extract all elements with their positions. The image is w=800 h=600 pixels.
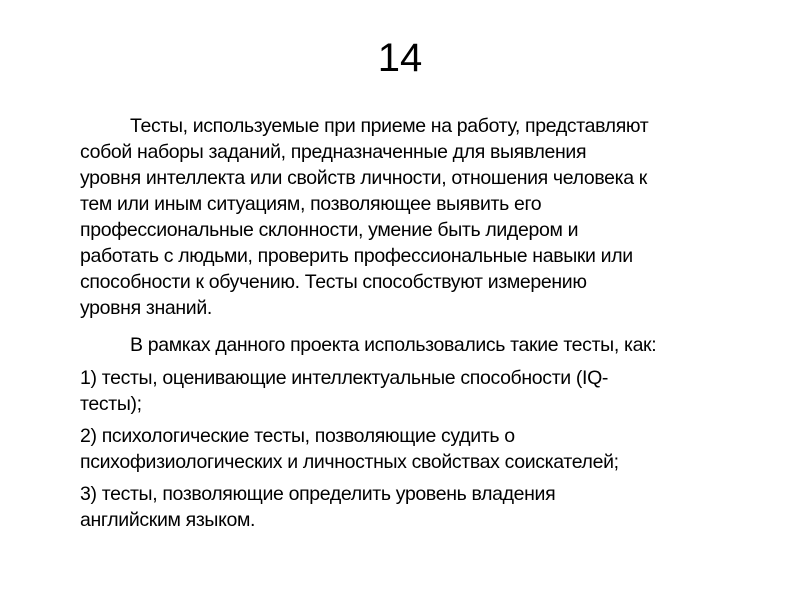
paragraph-line: тем или иным ситуациям, позволяющее выявить его [80, 193, 542, 215]
paragraph-line: профессиональные склонности, умение быть лидером и [80, 219, 579, 241]
paragraph-line: способности к обучению. Тесты способствуют измерению [80, 271, 587, 293]
list-item-line: тесты); [80, 393, 142, 415]
slide-title: 14 [377, 36, 423, 80]
list-item-line: английским языком. [80, 509, 256, 531]
paragraph-line: В рамках данного проекта использовались такие тесты, как: [130, 334, 657, 356]
paragraph-line: уровня интеллекта или свойств личности, отношения человека к [80, 167, 647, 189]
paragraph-line: Тесты, используемые при приеме на работу, представляют [130, 115, 649, 137]
paragraph-line: уровня знаний. [80, 297, 212, 319]
list-item-line: 3) тесты, позволяющие определить уровень владения [80, 483, 556, 505]
list-item-line: 1) тесты, оценивающие интеллектуальные способности (IQ- [80, 367, 609, 389]
paragraph-line: работать с людьми, проверить профессиональные навыки или [80, 245, 633, 267]
list-item-line: психофизиологических и личностных свойствах соискателей; [80, 451, 619, 473]
paragraph-line: собой наборы заданий, предназначенные для выявления [80, 141, 587, 163]
list-item-line: 2) психологические тесты, позволяющие судить о [80, 425, 515, 447]
